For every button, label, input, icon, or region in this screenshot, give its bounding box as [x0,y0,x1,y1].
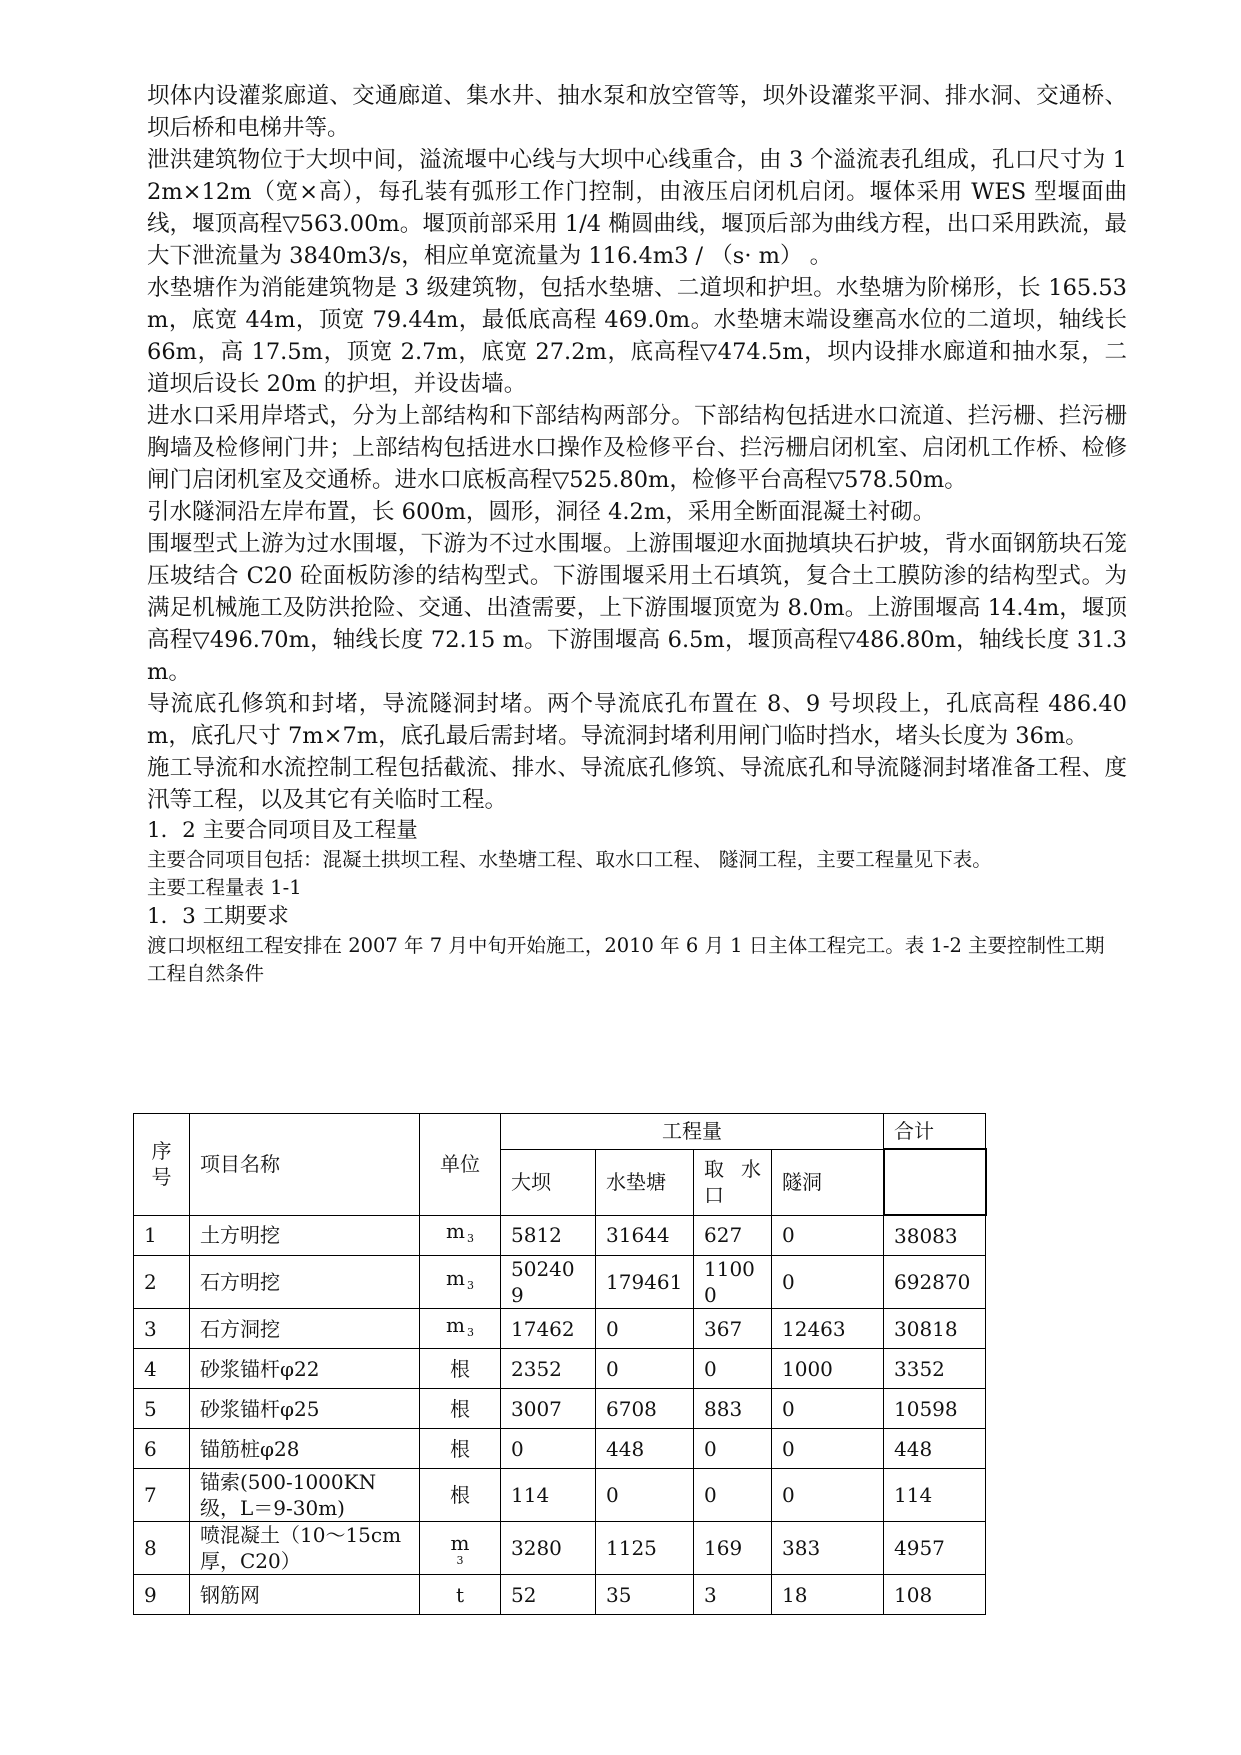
cell-basin: 6708 [596,1389,694,1429]
unit-symbol: m [450,1531,470,1555]
cell-intake: 11000 [694,1256,772,1309]
paragraph-bottom-outlet: 导流底孔修筑和封堵，导流隧洞封堵。两个导流底孔布置在 8、9 号坝段上，孔底高程 486.40m，底孔尺寸 7m×7m，底孔最后需封堵。导流洞封堵利用闸门临时挡水，堵头长度为 36m。 [147,691,1127,749]
cell-tunnel: 1000 [772,1349,884,1389]
cell-seq: 4 [134,1349,190,1389]
paragraph-spillway: 泄洪建筑物位于大坝中间，溢流堰中心线与大坝中心线重合，由 3 个溢流表孔组成，孔口尺寸为 12m×12m（宽×高），每孔装有弧形工作门控制，由液压启闭机启闭。堰体采用 WES 型堰面曲线，堰顶高程▽563.00m。堰顶前部采用 1/4 椭圆曲线，堰顶后部为曲线方程，出口采用跌流，最大下泄流量为 3840m3/s，相应单宽流量为 116.4m3 / （s· m） 。 [147,147,1127,269]
paragraph-intake: 进水口采用岸塔式，分为上部结构和下部结构两部分。下部结构包括进水口流道、拦污栅、拦污栅胸墙及检修闸门井；上部结构包括进水口操作及检修平台、拦污栅启闭机室、启闭机工作桥、检修闸门启闭机室及交通桥。进水口底板高程▽525.80m，检修平台高程▽578.50m。 [147,403,1127,493]
table-header-row [134,1114,986,1150]
unit-exponent: 3 [466,1279,474,1292]
header-intake: 取 水口 [694,1149,772,1215]
cell-basin: 31644 [596,1215,694,1256]
cell-unit [420,1522,501,1575]
unit-exponent: 3 [456,1554,464,1567]
cell-unit [420,1309,501,1349]
cell-tunnel: 0 [772,1256,884,1309]
cell-unit [420,1256,501,1309]
paragraph-plunge-pool: 水垫塘作为消能建筑物是 3 级建筑物，包括水垫塘、二道坝和护坦。水垫塘为阶梯形，长 165.53m，底宽 44m，顶宽 79.44m，最低底高程 469.0m。水垫塘末端设壅高水位的二道坝，轴线长 66m，高 17.5m，顶宽 2.7m，底宽 27.2m，底高程▽474.5m，坝内设排水廊道和抽水泵，二道坝后设长 20m 的护坦，并设齿墙。 [147,275,1127,397]
cell-intake: 0 [694,1349,772,1389]
header-dam: 大坝 [501,1149,596,1215]
cell-intake: 883 [694,1389,772,1429]
cell-intake: 169 [694,1522,772,1575]
cell-name: 砂浆锚杆φ25 [190,1389,420,1429]
cell-total: 114 [884,1469,986,1522]
cell-tunnel: 12463 [772,1309,884,1349]
cell-total: 30818 [884,1309,986,1349]
cell-intake: 3 [694,1575,772,1615]
section-heading-1-2: 1．2 主要合同项目及工程量 [147,818,418,843]
header-unit: 单位 [420,1114,501,1216]
cell-total: 692870 [884,1256,986,1309]
section-heading-1-3: 1．3 工期要求 [147,904,289,929]
cell-name: 锚筋桩φ28 [190,1429,420,1469]
table-row [134,1389,986,1429]
cell-tunnel: 383 [772,1522,884,1575]
cell-name: 锚索(500-1000KN 级，L＝9-30m) [190,1469,420,1522]
cell-tunnel: 18 [772,1575,884,1615]
body-text [147,80,1127,988]
cell-name: 石方明挖 [190,1256,420,1309]
cell-total: 3352 [884,1349,986,1389]
table-row [134,1469,986,1522]
unit-symbol: m [446,1219,465,1244]
cell-tunnel: 0 [772,1215,884,1256]
cell-name: 钢筋网 [190,1575,420,1615]
cell-basin: 1125 [596,1522,694,1575]
cell-seq: 3 [134,1309,190,1349]
unit-symbol: 根 [450,1436,470,1461]
unit-symbol: 根 [450,1356,470,1381]
cell-name: 喷混凝土（10～15cm厚，C20） [190,1522,420,1575]
cell-unit [420,1389,501,1429]
header-quantity: 工程量 [501,1114,884,1150]
quantity-table [133,1113,987,1615]
cell-seq: 5 [134,1389,190,1429]
unit-exponent: 3 [466,1232,474,1246]
cell-intake: 0 [694,1429,772,1469]
table-row [134,1429,986,1469]
cell-total: 10598 [884,1389,986,1429]
natural-conditions-label: 工程自然条件 [147,962,265,985]
header-basin: 水垫塘 [596,1149,694,1215]
cell-total: 4957 [884,1522,986,1575]
unit-symbol: 根 [450,1396,470,1421]
table-row [134,1522,986,1575]
cell-dam: 52 [501,1575,596,1615]
unit-symbol: m [446,1312,465,1337]
cell-tunnel: 0 [772,1429,884,1469]
header-seq: 序号 [134,1114,190,1216]
cell-total: 38083 [884,1215,986,1256]
cell-unit [420,1215,501,1256]
cell-name: 石方洞挖 [190,1309,420,1349]
cell-seq: 9 [134,1575,190,1615]
table-body [134,1215,986,1615]
cell-dam: 3280 [501,1522,596,1575]
cell-seq: 6 [134,1429,190,1469]
cell-dam: 3007 [501,1389,596,1429]
paragraph-dam-facilities: 坝体内设灌浆廊道、交通廊道、集水井、抽水泵和放空管等，坝外设灌浆平洞、排水洞、交通桥、坝后桥和电梯井等。 [147,83,1127,141]
cell-dam: 5812 [501,1215,596,1256]
unit-symbol: m [446,1266,465,1290]
cell-basin: 0 [596,1349,694,1389]
table-row [134,1256,986,1309]
cell-intake: 0 [694,1469,772,1522]
cell-tunnel: 0 [772,1469,884,1522]
table-row [134,1309,986,1349]
table-row [134,1349,986,1389]
cell-intake: 367 [694,1309,772,1349]
cell-dam: 502409 [501,1256,596,1309]
cell-unit [420,1349,501,1389]
cell-dam: 2352 [501,1349,596,1389]
cell-name: 砂浆锚杆φ22 [190,1349,420,1389]
cell-basin: 179461 [596,1256,694,1309]
cell-basin: 0 [596,1469,694,1522]
table-row [134,1575,986,1615]
cell-dam: 17462 [501,1309,596,1349]
paragraph-cofferdam: 围堰型式上游为过水围堰，下游为不过水围堰。上游围堰迎水面抛填块石护坡，背水面钢筋块石笼压坡结合 C20 砼面板防渗的结构型式。下游围堰采用土石填筑，复合土工膜防渗的结构型式。为满足机械施工及防洪抢险、交通、出渣需要，上下游围堰顶宽为 8.0m。上游围堰高 14.4m，堰顶高程▽496.70m，轴线长度 72.15 m。下游围堰高 6.5m，堰顶高程▽486.80m，轴线长度 31.3m。 [147,531,1127,685]
cell-seq: 2 [134,1256,190,1309]
unit-symbol: 根 [450,1483,470,1507]
header-tunnel: 隧洞 [772,1149,884,1215]
cell-unit [420,1469,501,1522]
cell-total: 448 [884,1429,986,1469]
cell-dam: 114 [501,1469,596,1522]
cell-seq: 8 [134,1522,190,1575]
table-caption: 主要工程量表 1-1 [147,876,302,899]
cell-basin: 35 [596,1575,694,1615]
cell-seq: 1 [134,1215,190,1256]
cell-total: 108 [884,1575,986,1615]
cell-basin: 448 [596,1429,694,1469]
cell-name: 土方明挖 [190,1215,420,1256]
cell-tunnel: 0 [772,1389,884,1429]
paragraph-diversion-works: 施工导流和水流控制工程包括截流、排水、导流底孔修筑、导流底孔和导流隧洞封堵准备工程、度汛等工程，以及其它有关临时工程。 [147,755,1127,813]
section-1-3-text: 渡口坝枢纽工程安排在 2007 年 7 月中旬开始施工，2010 年 6 月 1 日主体工程完工。表 1-2 主要控制性工期 [147,934,1105,957]
unit-symbol: t [455,1582,465,1607]
paragraph-diversion-tunnel: 引水隧洞沿左岸布置，长 600m，圆形，洞径 4.2m，采用全断面混凝土衬砌。 [147,499,936,525]
cell-dam: 0 [501,1429,596,1469]
cell-seq: 7 [134,1469,190,1522]
cell-unit [420,1575,501,1615]
cell-intake: 627 [694,1215,772,1256]
header-total-blank [884,1149,986,1215]
cell-unit [420,1429,501,1469]
header-name: 项目名称 [190,1114,420,1216]
section-1-2-text: 主要合同项目包括：混凝土拱坝工程、水垫塘工程、取水口工程、 隧洞工程，主要工程量见下表。 [147,848,992,871]
unit-exponent: 3 [466,1325,474,1339]
header-total: 合计 [884,1114,986,1150]
table-row [134,1215,986,1256]
cell-basin: 0 [596,1309,694,1349]
